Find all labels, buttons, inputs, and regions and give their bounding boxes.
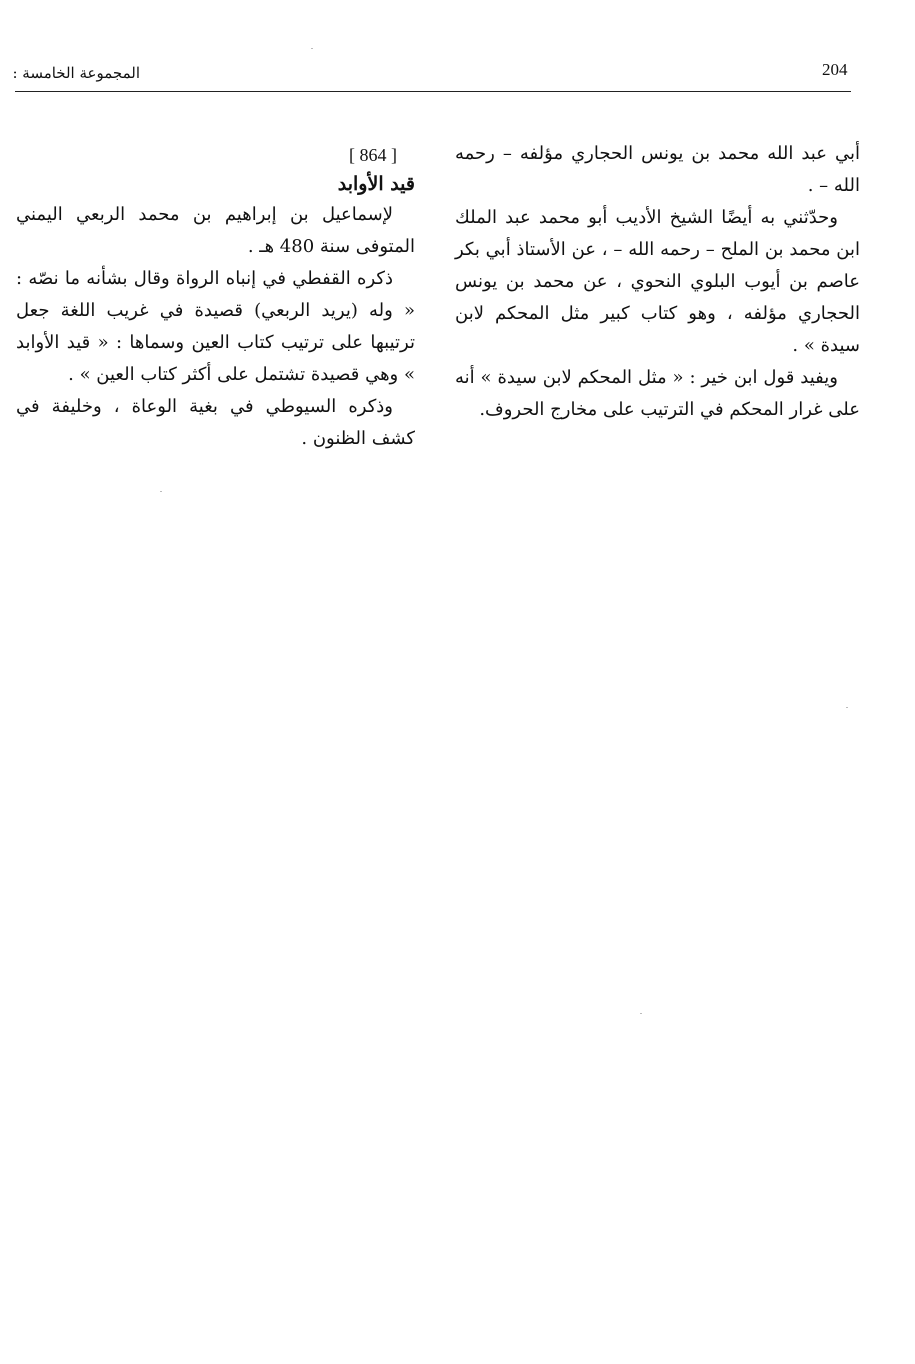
paragraph: أبي عبد الله محمد بن يونس الحجاري مؤلفه – رحمه الله – . <box>455 143 860 196</box>
paragraph: ذكره القفطي في إنباه الرواة وقال بشأنه ما نصّه : « وله (يريد الربعي) قصيدة في غريب اللغة جعل ترتيبها على ترتيب كتاب العين وسماها : « قيد الأوابد » وهي قصيدة تشتمل على أكثر كتاب العين » . <box>16 268 415 385</box>
paragraph: ويفيد قول ابن خير : « مثل المحكم لابن سيدة » أنه على غرار المحكم في الترتيب على مخارج الحروف. <box>455 367 860 420</box>
header-rule <box>15 91 851 92</box>
scan-speck <box>311 48 313 49</box>
paragraph: لإسماعيل بن إبراهيم بن محمد الربعي اليمني المتوفى سنة 480 هـ . <box>16 204 415 257</box>
entry-title: قيد الأوابد <box>337 173 415 195</box>
scan-speck <box>846 707 848 708</box>
running-title: المجموعة الخامسة : <box>12 64 140 82</box>
right-column <box>455 138 860 426</box>
paragraph: وحدّثني به أيضًا الشيخ الأديب أبو محمد عبد الملك ابن محمد بن الملح – رحمه الله – ، عن الأستاذ أبي بكر عاصم بن أيوب البلوي النحوي ، عن محمد بن يونس الحجاري مؤلفه ، وهو كتاب كبير مثل المحكم لابن سيدة » . <box>455 207 860 356</box>
page-number: 204 <box>822 60 848 79</box>
scan-speck <box>640 1013 642 1014</box>
entry-number: [ 864 ] <box>349 145 397 165</box>
scan-speck <box>160 491 162 492</box>
left-column <box>16 141 415 455</box>
paragraph: وذكره السيوطي في بغية الوعاة ، وخليفة في كشف الظنون . <box>16 396 415 449</box>
